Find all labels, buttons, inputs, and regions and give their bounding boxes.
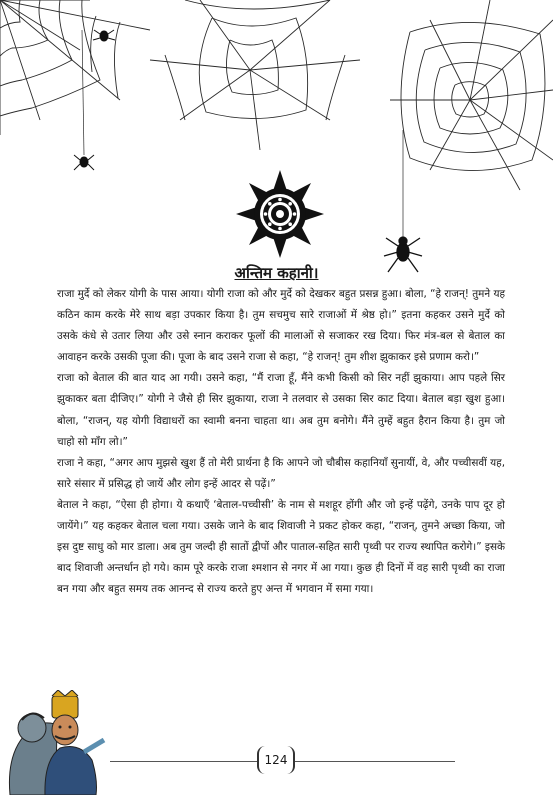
spider-web-icon: [150, 0, 360, 150]
spider-web-icon: [390, 0, 553, 190]
page-number: 124: [257, 746, 295, 774]
spider-web-icon: [0, 0, 150, 135]
story-paragraph: राजा ने कहा, “अगर आप मुझसे खुश हैं तो मेरी प्रार्थना है कि आपने जो चौबीस कहानियाँ सुनायीं, वे, और पच्चीसवीं यह, सारे संसार में प्रसिद्ध हो जायें और लोग इन्हें आदर से पढ़ें।”: [57, 456, 505, 490]
story-paragraph: बेताल ने कहा, “ऐसा ही होगा। ये कथाएँ ‘बेताल-पच्चीसी’ के नाम से मशहूर होंगी और जो इन्हें पढ़ेंगे, उनके पाप दूर हो जायेंगे।” यह कहकर बेताल चला गया। उसके जाने के बाद शिवाजी ने प्रकट होकर कहा, “राजन्, तुमने अच्छा किया, जो इस दुष्ट साधु को मार डाला। अब तुम जल्दी ही सातों द्वीपों और पाताल-सहित सारी पृथ्वी पर राज्य स्थापित करोगे।” इसके बाद शिवाजी अन्तर्धान हो गये। काम पूरे करके राजा श्मशान से नगर में आ गया। कुछ ही दिनों में वह सारी पृथ्वी का राजा बन गया और बहुत समय तक आनन्द से राज्य करते हुए अन्त में भगवान में समा गया।: [57, 498, 505, 596]
mandala-icon: [236, 170, 324, 258]
king-and-vetal-illustration: [0, 690, 110, 795]
story-body: [57, 284, 505, 600]
spider-icon: [74, 155, 94, 170]
story-paragraph: राजा को बेताल की बात याद आ गयी। उसने कहा, “मैं राजा हूँ, मैंने कभी किसी को सिर नहीं झुकाया। आप पहले सिर झुकाकर बता दीजिए।” योगी ने जैसे ही सिर झुकाया, राजा ने तलवार से उसका सिर काट दिया। बेताल बड़ा खुश हुआ। बोला, “राजन्, यह योगी विद्याधरों का स्वामी बनना चाहता था। अब तुम बनोगे। मैंने तुम्हें बहुत हैरान किया है। तुम जो चाहो सो माँग लो।”: [57, 372, 505, 448]
spider-icon: [93, 30, 115, 41]
footer-divider-right: [295, 761, 455, 762]
cobweb-decoration: [0, 0, 553, 290]
story-title: अन्तिम कहानी।: [234, 264, 319, 282]
footer-divider-left: [110, 761, 257, 762]
story-paragraph: राजा मुर्दे को लेकर योगी के पास आया। योगी राजा को और मुर्दे को देखकर बहुत प्रसन्न हुआ। बोला, “हे राजन्! तुमने यह कठिन काम करके मेरे साथ बड़ा उपकार किया है। तुम सचमुच सारे राजाओं में श्रेष्ठ हो।” इतना कहकर उसने मुर्दे को उसके कंधे से उतार लिया और उसे स्नान कराकर फूलों की मालाओं से सजाकर रख दिया। फिर मंत्र-बल से बेताल का आवाहन करके उसकी पूजा की। पूजा के बाद उसने राजा से कहा, “हे राजन्! तुम शीश झुकाकर इसे प्रणाम करो।”: [57, 288, 505, 364]
